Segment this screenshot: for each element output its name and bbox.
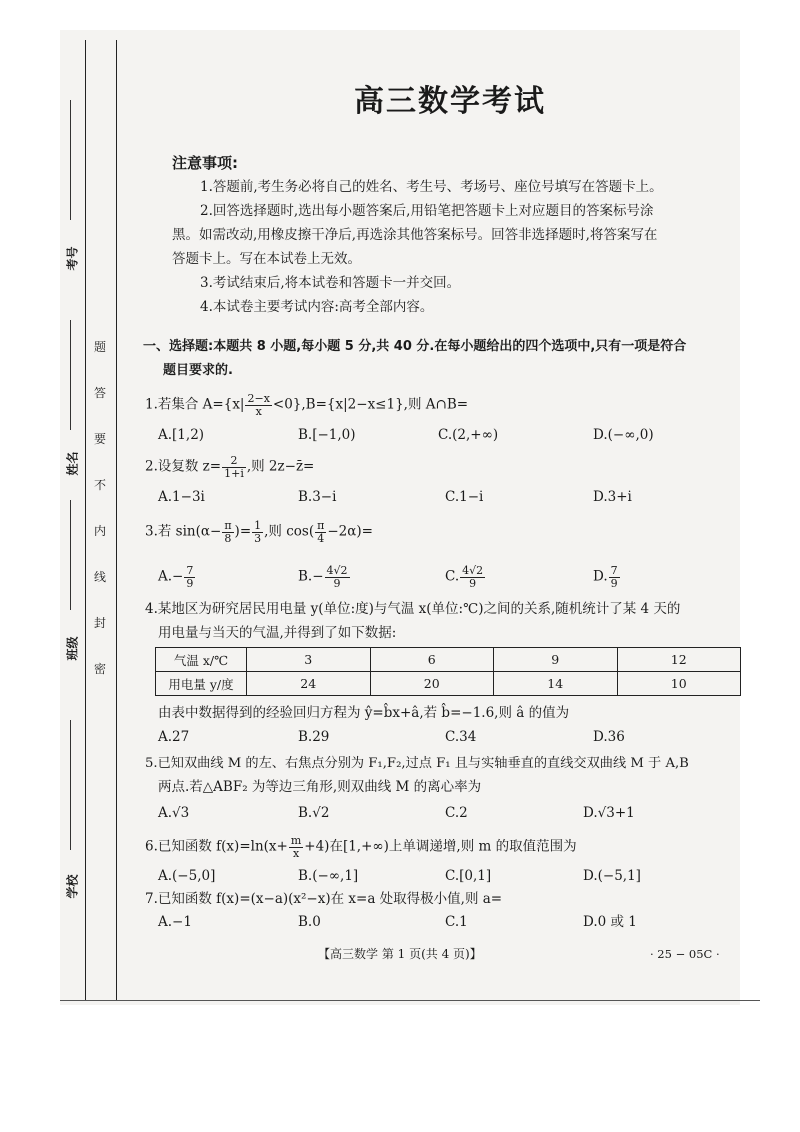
table-header-electricity: 用电量 y/度	[156, 672, 247, 696]
question-2	[145, 455, 314, 479]
q3-den-2: 3	[254, 531, 262, 545]
q3-fraction-1	[222, 520, 233, 544]
table-row-electricity	[156, 672, 741, 696]
q1-num: 2−x	[247, 392, 270, 405]
q2-option-b: B.3−i	[298, 489, 337, 505]
q1-option-a: A.[1,2)	[158, 427, 205, 443]
q2-text-post: ,则 2z−z̄=	[246, 458, 315, 475]
q3-a-fraction	[184, 565, 195, 589]
q3-c-den: 9	[469, 576, 477, 590]
notice-2: 2.回答选择题时,选出每小题答案后,用铅笔把答题卡上对应题目的答案标号涂	[200, 203, 654, 219]
q3-d-den: 9	[610, 576, 618, 590]
table-header-temperature: 气温 x/℃	[156, 648, 247, 672]
q2-num: 2	[222, 455, 246, 468]
q3-text-mid-1: )=	[234, 523, 252, 540]
seal-char-7: 封	[93, 616, 106, 630]
seal-char-8: 密	[93, 662, 106, 676]
q3-a-den: 9	[186, 576, 194, 590]
seal-char-1: 题	[93, 340, 106, 354]
exam-code: · 25 − 05C ·	[650, 947, 720, 961]
side-blank-name	[70, 320, 71, 430]
section1-header: 一、选择题:本题共 8 小题,每小题 5 分,共 40 分.在每小题给出的四个选项中,只有一项是符合	[143, 339, 687, 354]
q5-option-b: B.√2	[298, 805, 330, 821]
seal-char-3: 要	[93, 432, 106, 446]
question-3	[145, 520, 373, 544]
q4-option-c: C.34	[445, 729, 477, 745]
q2-option-a: A.1−3i	[158, 489, 205, 505]
side-blank-exam-number	[70, 100, 71, 220]
question-6	[145, 835, 577, 859]
table-cell: 6	[370, 648, 494, 672]
q3-c-label: C.	[445, 568, 460, 585]
notice-2-cont: 黑。如需改动,用橡皮擦干净后,再选涂其他答案标号。回答非选择题时,将答案写在	[172, 227, 658, 243]
q3-c-num: 4√2	[462, 564, 484, 577]
q1-option-b: B.[−1,0)	[298, 427, 356, 443]
q3-b-fraction	[325, 565, 350, 589]
q3-d-num: 7	[610, 564, 618, 577]
question-4-cont: 用电量与当天的气温,并得到了如下数据:	[158, 625, 397, 641]
q3-den-1: 8	[224, 531, 232, 545]
question-4-regression: 由表中数据得到的经验回归方程为 ŷ=b̂x+â,若 b̂=−1.6,则 â 的值为	[158, 705, 570, 721]
data-table	[155, 647, 741, 696]
question-1	[145, 393, 468, 417]
q4-option-a: A.27	[158, 729, 190, 745]
seal-char-5: 内	[93, 524, 106, 538]
q4-option-b: B.29	[298, 729, 330, 745]
q6-option-b: B.(−∞,1]	[298, 868, 359, 884]
notice-heading: 注意事项:	[172, 154, 238, 172]
q3-a-label: A.−	[158, 568, 184, 585]
q3-option-d	[593, 565, 621, 589]
question-4: 4.某地区为研究居民用电量 y(单位:度)与气温 x(单位:℃)之间的关系,随机统计了某 4 天的	[145, 601, 681, 617]
q7-option-b: B.0	[298, 914, 321, 930]
q2-den: 1+i	[224, 466, 244, 480]
side-blank-school	[70, 720, 71, 850]
q3-den-3: 4	[317, 531, 325, 545]
q1-den: x	[255, 404, 262, 418]
q3-num-3: π	[317, 519, 325, 532]
q6-fraction	[289, 835, 303, 859]
seal-char-2: 答	[93, 386, 106, 400]
q2-option-d: D.3+i	[593, 489, 632, 505]
q3-num-1: π	[224, 519, 232, 532]
exam-title: 高三数学考试	[354, 84, 546, 119]
q3-text-mid-2: ,则 cos(	[264, 523, 315, 540]
side-blank-class	[70, 500, 71, 610]
q1-text-pre: 1.若集合 A={x|	[145, 396, 245, 413]
q3-text-post: −2α)=	[327, 523, 373, 540]
table-cell: 12	[617, 648, 741, 672]
q3-b-label: B.−	[298, 568, 324, 585]
q3-fraction-2	[252, 520, 263, 544]
q3-option-c	[445, 565, 486, 589]
q7-option-a: A.−1	[158, 914, 192, 930]
notice-4: 4.本试卷主要考试内容:高考全部内容。	[200, 299, 434, 315]
page-bottom-line	[60, 1000, 760, 1001]
q3-num-2: 1	[254, 519, 262, 532]
q3-d-fraction	[609, 565, 620, 589]
q3-c-fraction	[460, 565, 485, 589]
q7-option-d: D.0 或 1	[583, 914, 637, 930]
q1-option-c: C.(2,+∞)	[438, 427, 499, 443]
q6-text-post: +4)在[1,+∞)上单调递增,则 m 的取值范围为	[304, 838, 577, 855]
q3-fraction-3	[315, 520, 326, 544]
notice-3: 3.考试结束后,将本试卷和答题卡一并交回。	[200, 275, 461, 291]
q3-a-num: 7	[186, 564, 194, 577]
q5-option-d: D.√3+1	[583, 805, 635, 821]
q6-text-pre: 6.已知函数 f(x)=ln(x+	[145, 838, 288, 855]
q2-text-pre: 2.设复数 z=	[145, 458, 222, 475]
side-label-name: 姓名	[65, 451, 80, 476]
page-footer: 【高三数学 第 1 页(共 4 页)】	[318, 947, 482, 961]
table-cell: 9	[494, 648, 618, 672]
q6-option-c: C.[0,1]	[445, 868, 492, 884]
notice-1: 1.答题前,考生务必将自己的姓名、考生号、考场号、座位号填写在答题卡上。	[200, 179, 663, 195]
table-row-temperature	[156, 648, 741, 672]
side-label-class: 班级	[65, 636, 80, 661]
q5-option-a: A.√3	[158, 805, 190, 821]
side-label-exam-number: 考号	[65, 246, 80, 271]
q6-den: x	[292, 846, 300, 860]
question-7: 7.已知函数 f(x)=(x−a)(x²−x)在 x=a 处取得极小值,则 a=	[145, 891, 503, 907]
q5-option-c: C.2	[445, 805, 468, 821]
q7-option-c: C.1	[445, 914, 468, 930]
table-cell: 3	[247, 648, 371, 672]
q3-b-den: 9	[333, 576, 341, 590]
side-label-school: 学校	[65, 874, 80, 899]
q3-option-a	[158, 565, 196, 589]
q1-option-d: D.(−∞,0)	[593, 427, 654, 443]
binding-line-outer	[85, 40, 86, 1000]
question-5: 5.已知双曲线 M 的左、右焦点分别为 F₁,F₂,过点 F₁ 且与实轴垂直的直线交双曲线 M 于 A,B	[145, 756, 689, 771]
notice-2-end: 答题卡上。写在本试卷上无效。	[172, 251, 361, 267]
table-cell: 14	[494, 672, 618, 696]
q3-text-pre: 3.若 sin(α−	[145, 523, 222, 540]
q3-b-num: 4√2	[326, 564, 348, 577]
table-cell: 10	[617, 672, 741, 696]
table-cell: 24	[247, 672, 371, 696]
q4-option-d: D.36	[593, 729, 625, 745]
q6-option-a: A.(−5,0]	[158, 868, 216, 884]
q3-option-b	[298, 565, 351, 589]
binding-line-inner	[116, 40, 117, 1000]
q1-text-post: <0},B={x|2−x≤1},则 A∩B=	[272, 396, 469, 413]
q3-d-label: D.	[593, 568, 608, 585]
section1-header-cont: 题目要求的.	[163, 363, 233, 378]
table-cell: 20	[370, 672, 494, 696]
q6-num: m	[290, 834, 302, 847]
q6-option-d: D.(−5,1]	[583, 868, 641, 884]
seal-char-4: 不	[93, 478, 106, 492]
q2-option-c: C.1−i	[445, 489, 484, 505]
seal-char-6: 线	[93, 570, 106, 584]
q2-fraction	[222, 455, 246, 479]
question-5-cont: 两点.若△ABF₂ 为等边三角形,则双曲线 M 的离心率为	[158, 779, 482, 795]
q1-fraction	[245, 393, 271, 417]
